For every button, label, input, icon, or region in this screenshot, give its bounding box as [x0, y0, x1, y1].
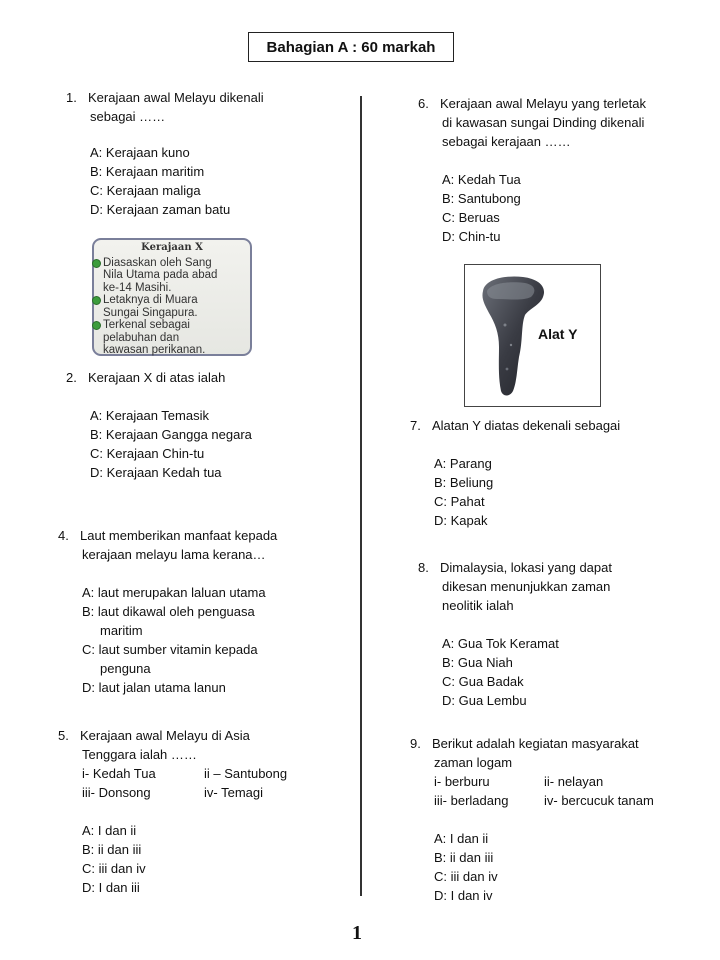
info-point: Diasaskan oleh Sang Nila Utama pada abad ke-14 Masihi. [103, 257, 246, 295]
option-d: D: Kerajaan Kedah tua [90, 465, 222, 480]
question-stem: Kerajaan awal Melayu yang terletak [440, 96, 646, 111]
kerajaan-x-info-box [92, 238, 252, 356]
question-5 [58, 726, 287, 897]
question-number: 2. [66, 370, 77, 385]
option-a: A: Kerajaan Temasik [90, 408, 209, 423]
question-1 [66, 88, 264, 219]
statement-item: ii – Santubong [204, 766, 288, 781]
option-a: A: Kedah Tua [442, 172, 521, 187]
option-b: B: laut dikawal oleh penguasa maritim [82, 604, 255, 638]
option-b: B: Kerajaan maritim [90, 164, 205, 179]
bullet-icon [92, 296, 101, 305]
question-stem: Laut memberikan manfaat kepada [80, 528, 278, 543]
statement-item: i- berburu [434, 774, 490, 789]
option-b: B: Kerajaan Gangga negara [90, 427, 252, 442]
question-number: 1. [66, 90, 77, 105]
question-number: 8. [418, 560, 429, 575]
question-stem: dikesan menunjukkan zaman [442, 579, 611, 594]
option-d: D: I dan iii [82, 880, 140, 895]
option-c: C: Kerajaan maliga [90, 183, 201, 198]
question-2 [66, 368, 252, 482]
figure-label: Alat Y [538, 326, 578, 342]
question-number: 5. [58, 728, 69, 743]
option-a: A: Parang [434, 456, 492, 471]
option-d: D: Chin-tu [442, 229, 501, 244]
option-c: C: Kerajaan Chin-tu [90, 446, 205, 461]
question-stem: sebagai kerajaan …… [442, 134, 571, 149]
option-a: A: I dan ii [434, 831, 489, 846]
option-c: C: Pahat [434, 494, 485, 509]
option-d: D: laut jalan utama lanun [82, 680, 226, 695]
question-stem: di kawasan sungai Dinding dikenali [442, 115, 645, 130]
option-b: B: ii dan iii [434, 850, 494, 865]
statement-item: iii- Donsong [82, 785, 151, 800]
question-stem: Tenggara ialah …… [82, 747, 197, 762]
question-stem: Alatan Y diatas dekenali sebagai [432, 418, 621, 433]
question-stem: Dimalaysia, lokasi yang dapat [440, 560, 612, 575]
bullet-icon [92, 321, 101, 330]
statement-item: i- Kedah Tua [82, 766, 156, 781]
bullet-icon [92, 259, 101, 268]
question-stem: Kerajaan awal Melayu di Asia [80, 728, 250, 743]
statement-list [58, 764, 287, 802]
option-d: D: Kerajaan zaman batu [90, 202, 231, 217]
column-divider [360, 96, 362, 896]
question-number: 7. [410, 418, 421, 433]
statement-item: iv- bercucuk tanam [544, 793, 654, 808]
option-c: C: Beruas [442, 210, 500, 225]
info-point: Terkenal sebagai pelabuhan dan kawasan perikanan. [103, 319, 246, 357]
option-d: D: I dan iv [434, 888, 493, 903]
option-d: D: Gua Lembu [442, 693, 527, 708]
question-number: 9. [410, 736, 421, 751]
page-number: 1 [352, 922, 362, 944]
info-box-heading: Kerajaan X [141, 242, 203, 253]
option-a: A: Gua Tok Keramat [442, 636, 559, 651]
statement-list [410, 772, 654, 810]
tool-figure [464, 264, 601, 407]
statement-item: iii- berladang [434, 793, 509, 808]
option-b: B: ii dan iii [82, 842, 142, 857]
stone-tool-image [465, 265, 600, 406]
question-stem: sebagai …… [90, 109, 166, 124]
question-stem: Kerajaan X di atas ialah [88, 370, 226, 385]
question-stem: zaman logam [434, 755, 513, 770]
question-8 [418, 558, 612, 710]
option-c: C: iii dan iv [82, 861, 146, 876]
option-b: B: Santubong [442, 191, 521, 206]
option-d: D: Kapak [434, 513, 488, 528]
statement-item: iv- Temagi [204, 785, 264, 800]
option-c: C: Gua Badak [442, 674, 524, 689]
section-title: Bahagian A : 60 markah [248, 32, 454, 62]
question-number: 6. [418, 96, 429, 111]
option-b: B: Beliung [434, 475, 494, 490]
question-stem: Kerajaan awal Melayu dikenali [88, 90, 264, 105]
question-7 [410, 416, 620, 530]
question-number: 4. [58, 528, 69, 543]
question-stem: neolitik ialah [442, 598, 514, 613]
option-c: C: laut sumber vitamin kepada penguna [82, 642, 258, 676]
question-9 [410, 734, 654, 905]
question-4 [58, 526, 277, 697]
option-a: A: I dan ii [82, 823, 137, 838]
statement-item: ii- nelayan [544, 774, 604, 789]
option-a: A: Kerajaan kuno [90, 145, 190, 160]
info-point: Letaknya di Muara Sungai Singapura. [103, 294, 246, 319]
option-b: B: Gua Niah [442, 655, 513, 670]
question-stem: kerajaan melayu lama kerana… [82, 547, 266, 562]
option-a: A: laut merupakan laluan utama [82, 585, 266, 600]
question-6 [418, 94, 646, 246]
option-c: C: iii dan iv [434, 869, 498, 884]
question-stem: Berikut adalah kegiatan masyarakat [432, 736, 639, 751]
